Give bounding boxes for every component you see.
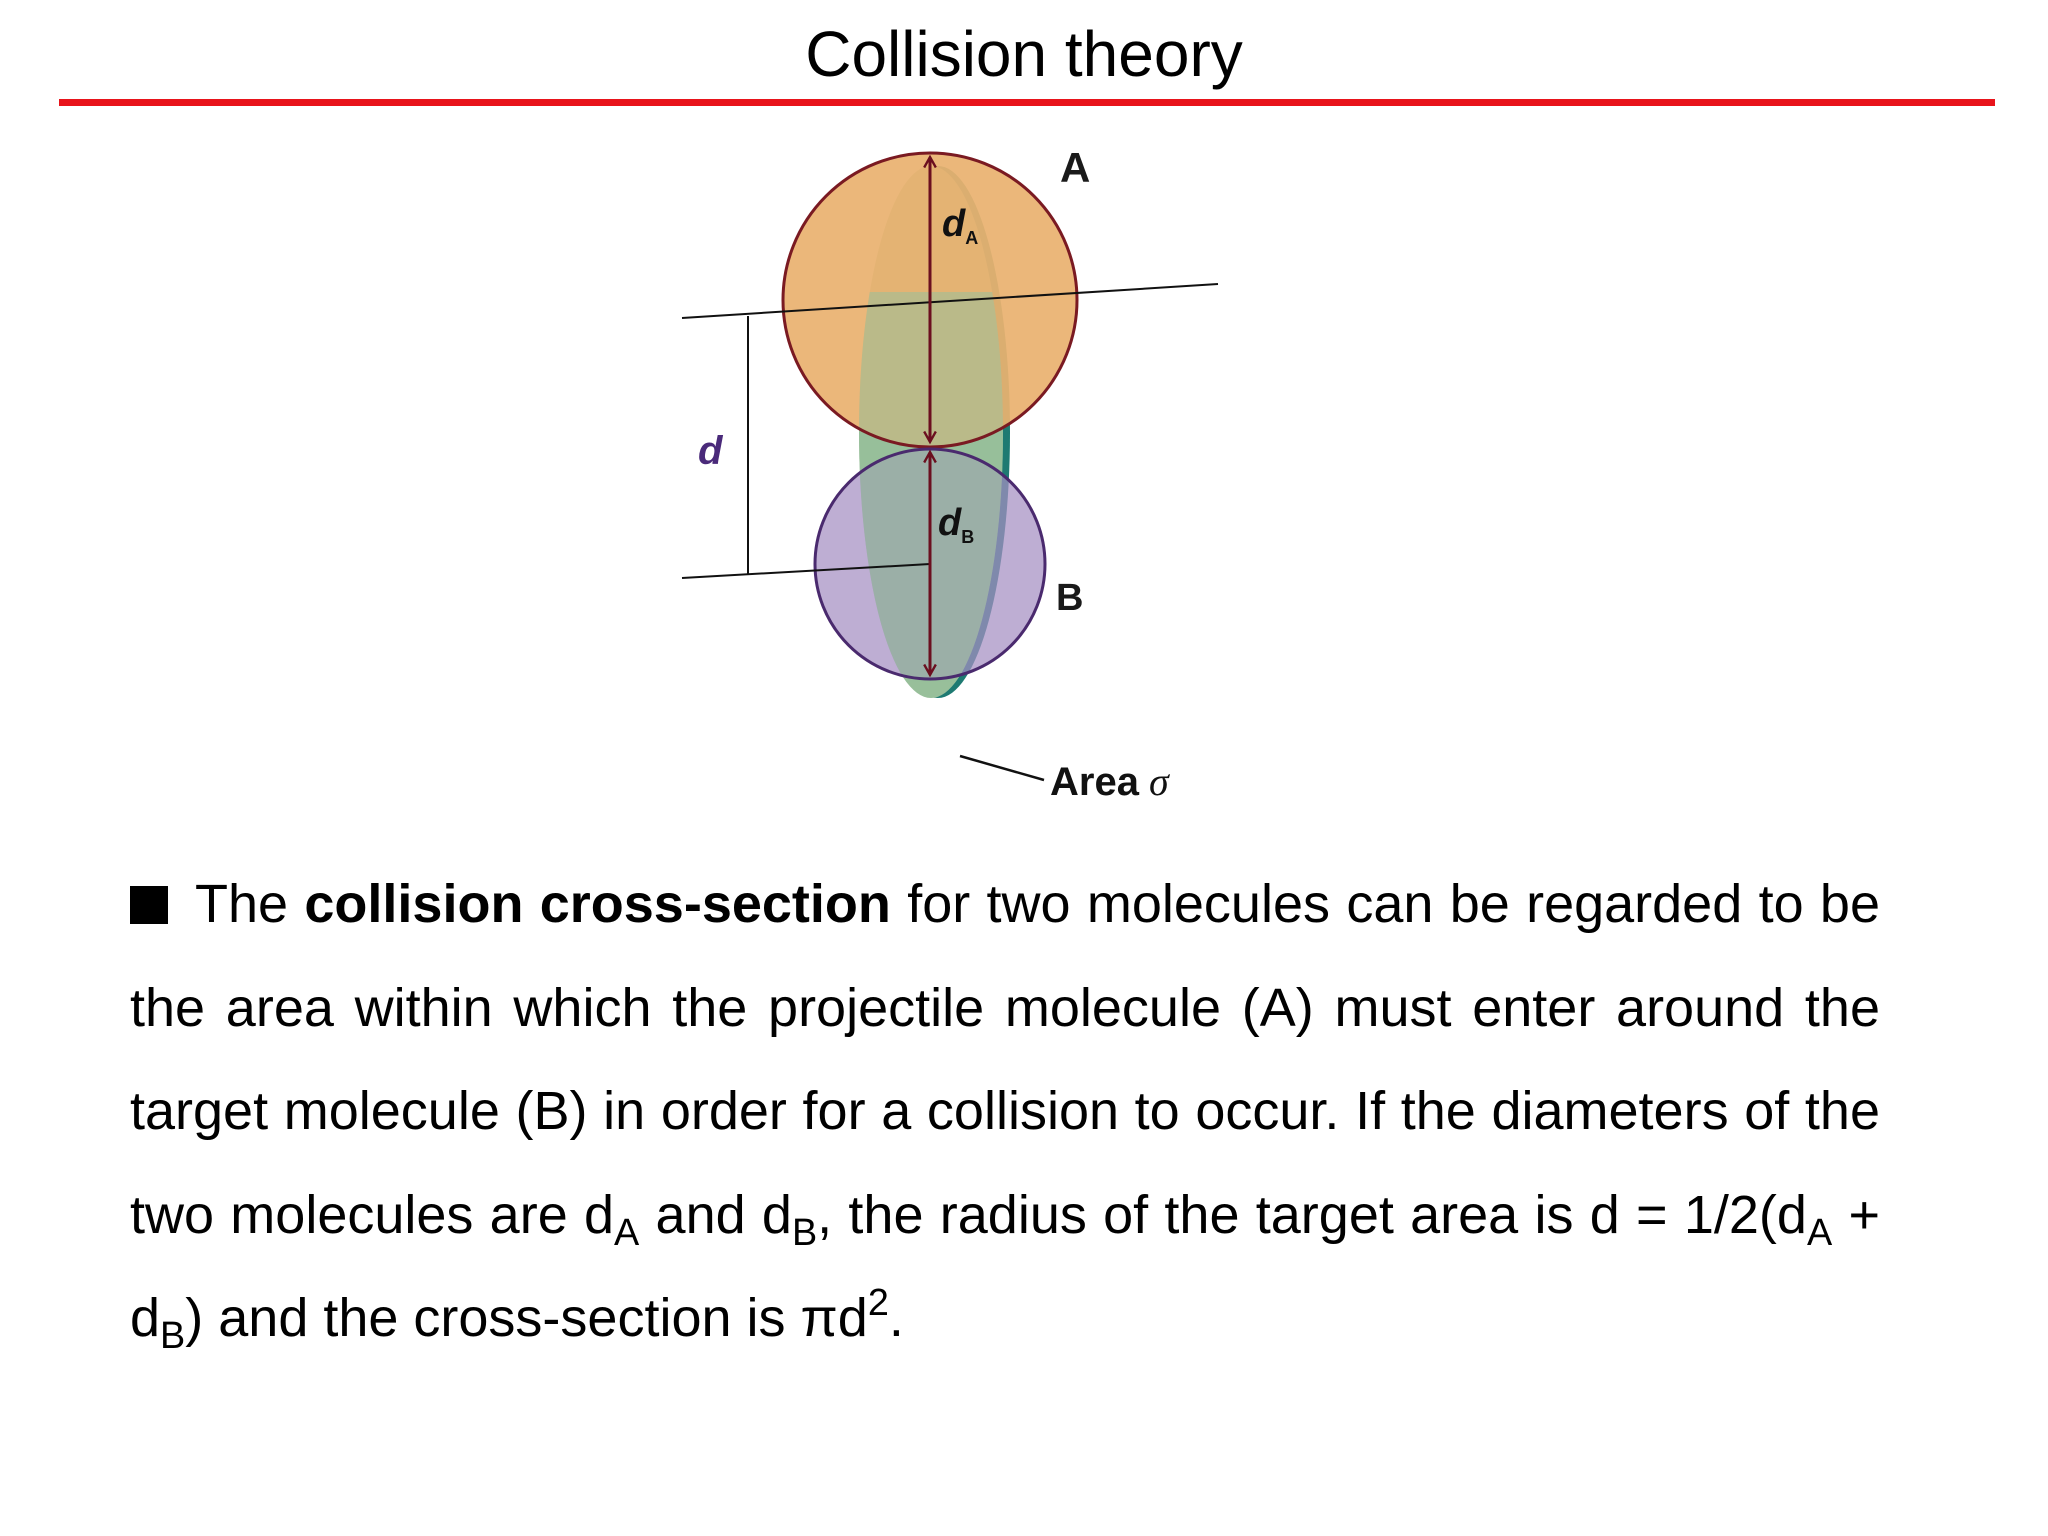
label-diameter-b-main: d [938, 502, 962, 544]
para-sub-4: B [160, 1315, 186, 1358]
collision-diagram-svg [670, 140, 1240, 840]
para-text-7: . [888, 1288, 904, 1348]
label-distance-d: d [698, 429, 723, 473]
definition-paragraph [130, 853, 1880, 1371]
para-sub-1: A [614, 1211, 640, 1254]
label-area-sigma: σ [1148, 759, 1169, 804]
title-underline [59, 99, 1995, 106]
label-diameter-a-main: d [942, 203, 966, 245]
collision-diagram [670, 140, 1240, 840]
para-text-3: and d [655, 1184, 792, 1245]
para-text-1: The [195, 874, 289, 934]
label-molecule-a: A [1060, 144, 1091, 191]
label-molecule-b: B [1056, 577, 1084, 619]
area-leader-line [960, 756, 1044, 780]
label-diameter-b-sub: B [961, 527, 975, 547]
para-bold-term: collision cross-section [304, 874, 891, 934]
para-text-5: + d [130, 1184, 1880, 1348]
para-sub-3: A [1806, 1211, 1833, 1254]
slide-title: Collision theory [805, 18, 1243, 90]
para-sub-2: B [791, 1211, 818, 1254]
para-text-6: ) and the cross-section is πd [185, 1288, 868, 1348]
square-bullet-icon [130, 886, 168, 924]
label-area-word: Area [1050, 760, 1139, 804]
para-text-4: , the radius of the target area is d = 1/2(d [817, 1184, 1807, 1245]
label-area [1050, 759, 1170, 804]
para-sup: 2 [867, 1282, 889, 1325]
para-text-2: for two molecules can be regarded to be the area within which the projectile molecule (A) must enter around the target molecule (B) in order for a collision to occur. If the diameters of the two molecules are d [130, 874, 1880, 1245]
label-diameter-a-sub: A [965, 228, 979, 248]
